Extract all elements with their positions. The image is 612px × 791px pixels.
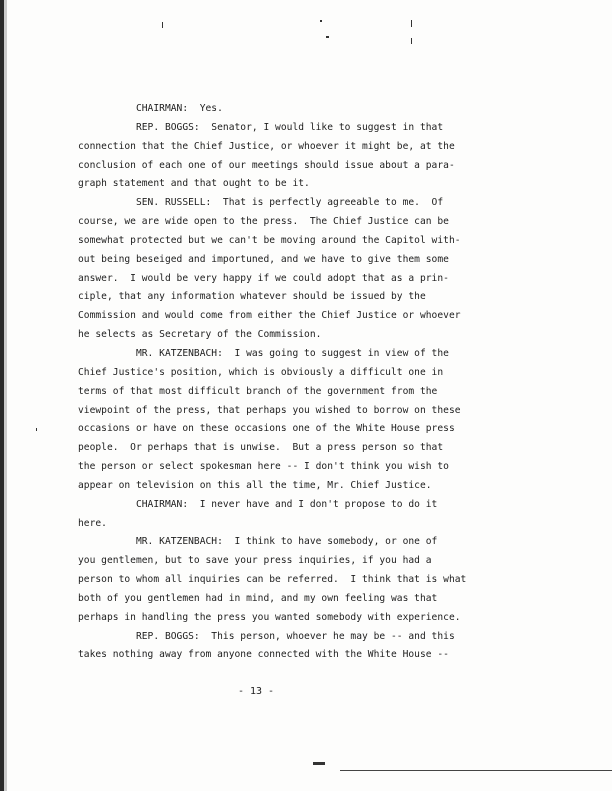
scan-speck: [162, 22, 163, 28]
scan-speck: [320, 20, 322, 22]
transcript-line: answer. I would be very happy if we could adopt that as a prin-: [78, 272, 449, 284]
transcript-line: connection that the Chief Justice, or whoever it might be, at the: [78, 140, 455, 152]
transcript-line: conclusion of each one of our meetings should issue about a para-: [78, 159, 455, 171]
transcript-line: ciple, that any information whatever should be issued by the: [78, 291, 426, 303]
transcript-line: person to whom all inquiries can be referred. I think that is what: [78, 574, 467, 586]
transcript-line: the person or select spokesman here -- I don't think you wish to: [78, 461, 449, 473]
transcript-line: occasions or have on these occasions one of the White House press: [78, 423, 455, 435]
transcript-body: [78, 100, 553, 665]
transcript-line: you gentlemen, but to save your press inquiries, if you had a: [78, 555, 432, 567]
transcript-line: Chief Justice's position, which is obviously a difficult one in: [78, 366, 444, 378]
transcript-line: terms of that most difficult branch of the government from the: [78, 385, 438, 397]
transcript-line: takes nothing away from anyone connected with the White House --: [78, 649, 449, 661]
transcript-line: MR. KATZENBACH: I was going to suggest in view of the: [78, 347, 449, 359]
transcript-line: graph statement and that ought to be it.: [78, 178, 310, 190]
binding-shadow: [4, 0, 7, 791]
scan-speck: [411, 20, 412, 27]
transcript-line: both of you gentlemen had in mind, and my own feeling was that: [78, 592, 438, 604]
transcript-line: he selects as Secretary of the Commission.: [78, 329, 322, 341]
transcript-line: Commission and would come from either the Chief Justice or whoever: [78, 310, 461, 322]
transcript-line: viewpoint of the press, that perhaps you wished to borrow on these: [78, 404, 461, 416]
transcript-line: somewhat protected but we can't be moving around the Capitol with-: [78, 234, 461, 246]
scan-speck: [313, 762, 325, 765]
scan-rule: [340, 770, 612, 771]
transcript-line: perhaps in handling the press you wanted somebody with experience.: [78, 611, 461, 623]
transcript-line: here.: [78, 517, 107, 529]
transcript-line: CHAIRMAN: I never have and I don't propose to do it: [78, 498, 438, 510]
transcript-line: people. Or perhaps that is unwise. But a press person so that: [78, 442, 444, 454]
scan-speck: [411, 38, 412, 44]
transcript-line: out being beseiged and importuned, and we have to give them some: [78, 253, 449, 265]
scan-speck: [326, 36, 329, 38]
transcript-line: course, we are wide open to the press. The Chief Justice can be: [78, 216, 449, 228]
transcript-line: REP. BOGGS: Senator, I would like to suggest in that: [78, 121, 444, 133]
page-number: - 13 -: [237, 686, 275, 697]
scan-speck: [36, 428, 37, 431]
transcript-line: appear on television on this all the time, Mr. Chief Justice.: [78, 479, 432, 491]
transcript-line: SEN. RUSSELL: That is perfectly agreeable to me. Of: [78, 197, 444, 209]
transcript-line: MR. KATZENBACH: I think to have somebody, or one of: [78, 536, 438, 548]
transcript-line: CHAIRMAN: Yes.: [78, 103, 223, 114]
transcript-line: REP. BOGGS: This person, whoever he may be -- and this: [78, 630, 455, 642]
